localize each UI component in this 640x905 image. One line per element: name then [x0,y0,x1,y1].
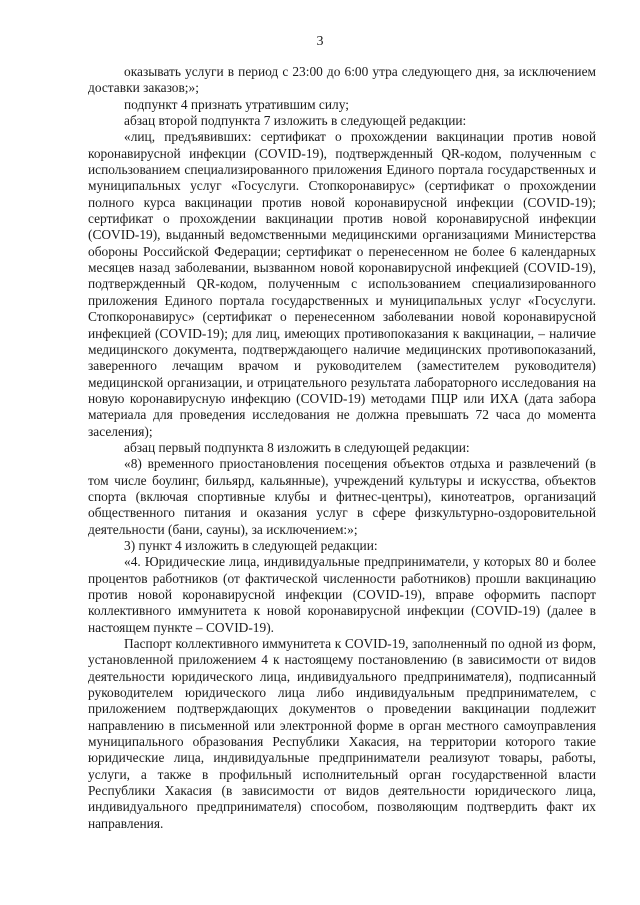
paragraph: абзац второй подпункта 7 изложить в следующей редакции: [124,113,467,129]
paragraph: «4. Юридические лица, индивидуальные предприниматели, у которых 80 и более процентов работников (от фактической численности работников) прошли вакцинацию против новой коронавирусной инфекции (COVID-19), вправе оформить паспорт коллективного иммунитета к новой коронавирусной инфекции (COVID-19) (далее в настоящем пункте – COVID-19). [88,554,596,635]
page-number: 3 [316,34,324,49]
paragraph: оказывать услуги в период с 23:00 до 6:00 утра следующего дня, за исключением доставки заказов;»; [88,64,596,96]
paragraph: абзац первый подпункта 8 изложить в следующей редакции: [124,439,470,455]
paragraph: Паспорт коллективного иммунитета к COVID-19, заполненный по одной из форм, установленной приложением 4 к настоящему постановлению (в зависимости от видов деятельности юридического лица, индивидуального предпринимателя), подписанный руководителем юридического лица либо индивидуальным предпринимателем, с приложением подтверждающих документов о проведении вакцинации подлежит направлению в письменной или электронной форме в орган местного самоуправления муниципального образования Республики Хакасия, на территории которого такие юридические лица, индивидуальные предприниматели реализуют товары, работы, услуги, а также в профильный исполнительный орган государственной власти Республики Хакасия (в зависимости от видов деятельности юридического лица, индивидуального предпринимателя) способом, позволяющим подтвердить факт их направления. [88,636,596,831]
paragraph: подпункт 4 признать утратившим силу; [124,96,349,112]
paragraph: «лиц, предъявивших: сертификат о прохождении вакцинации против новой коронавирусной инфекции (COVID-19), подтвержденный QR-кодом, полученным с использованием специализированного приложения Единого портала государственных и муниципальных услуг «Госуслуги. Стопкоронавирус» (сертификат о прохождении полного курса вакцинации против новой коронавирусной инфекции (COVID-19); сертификат о прохождении вакцинации против новой коронавирусной инфекции (COVID-19), выданный ведомственными медицинскими организациями Министерства обороны Российской Федерации; сертификат о перенесенном не более 6 календарных месяцев назад заболевании, вызванном новой коронавирусной инфекцией (COVID-19), подтвержденный QR-кодом, полученным с использованием специализированного приложения Единого портала государственных и муниципальных услуг «Госуслуги. Стопкоронавирус» (сертификат о перенесенном заболевании новой коронавирусной инфекцией (COVID-19); для лиц, имеющих противопоказания к вакцинации, – наличие медицинского документа, подтверждающего наличие медицинских противопоказаний, заверенного лечащим врачом и руководителем (заместителем руководителя) медицинской организации, и отрицательного результата лабораторного исследования на новую коронавирусную инфекцию (COVID-19) методами ПЦР или ИХА (дата забора материала для проведения исследования не должна превышать 72 часа до момента заселения); [88,129,596,439]
paragraph: 3) пункт 4 изложить в следующей редакции: [124,537,378,553]
document-body [88,64,596,832]
paragraph: «8) временного приостановления посещения объектов отдыха и развлечений (в том числе боулинг, бильярд, кальянные), учреждений культуры и искусства, объектов спорта (включая спортивные клубы и фитнес-центры), кинотеатров, организаций общественного питания и оказания услуг в сфере физкультурно-оздоровительной деятельности (бани, сауны), за исключением:»; [88,456,596,537]
